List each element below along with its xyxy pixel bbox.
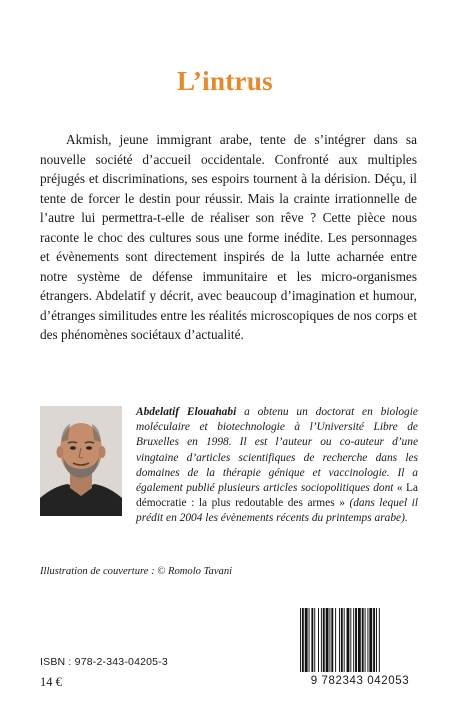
barcode-bar — [300, 608, 301, 672]
barcode-bar — [335, 608, 336, 672]
barcode-bar — [362, 608, 364, 672]
book-title: L’intrus — [177, 66, 273, 96]
barcode-bar — [302, 608, 304, 672]
barcode-bar — [326, 608, 329, 672]
barcode-number: 9 782343 042053 — [298, 675, 422, 687]
barcode-bar — [318, 608, 319, 672]
barcode-bar — [341, 608, 343, 672]
barcode-bar — [367, 608, 368, 672]
isbn: ISBN : 978-2-343-04205-3 — [40, 656, 168, 668]
illustration-artist: Romolo Tavani — [168, 566, 233, 577]
barcode-bar — [355, 608, 357, 672]
barcode-bar — [321, 608, 322, 672]
barcode-bar — [373, 608, 375, 672]
back-cover-blurb: Akmish, jeune immigrant arabe, tente de s’intégrer dans sa nouvelle société d’accueil occidentale. Confronté aux multiples préjugés et discriminations, ses espoirs tournent à la dérision. Déçu, il tente de forcer le destin pour réussir. Mais la crainte irrationnelle de l’autre lui permettra-t-elle de réaliser son rêve ? Cette pièce nous raconte le choc des cultures sous une forme inédite. Les personnages et évènements sont directement inspirés de la lutte acharnée entre notre système de défense immunitaire et les micro-organismes étrangers. Abdelatif y décrit, avec beaucoup d’imagination et humour, d’étranges similitudes entre les réalités microscopiques de nos corps et des phénomènes sociétaux d’actualité. — [40, 132, 417, 342]
barcode-bar — [365, 608, 366, 672]
barcode-bar — [331, 608, 333, 672]
barcode-bar — [350, 608, 351, 672]
barcode-bar — [353, 608, 354, 672]
cover-illustration-credit — [40, 566, 232, 577]
barcode-bar — [305, 608, 308, 672]
article-title: « La démocratie : la plus redoutable des armes » — [136, 482, 418, 510]
author-bio-part1: a obtenu un doctorat en biologie moléculaire et biotechnologie à l’Université Libre de Bruxelles en 1998. Il est l’auteur ou co-auteur d’une vingtaine d’articles scientifiques de recherche dans les domaines de la thérapie génique et vaccinologie. Il a également publié plusieurs articles sociopolitiques dont — [136, 406, 418, 495]
barcode-bar — [329, 608, 330, 672]
author-bio — [136, 405, 418, 527]
author-photo — [40, 406, 122, 516]
author-bio-part2: (dans lequel il prédit en 2004 les évènements récents du printemps arabe). — [136, 497, 418, 525]
barcode-bar — [314, 608, 315, 672]
barcode-bar — [347, 608, 350, 672]
price: 14 € — [40, 675, 62, 689]
barcode-bar — [379, 608, 380, 672]
barcode-bar — [344, 608, 345, 672]
barcode-bar — [311, 608, 313, 672]
illustration-label: Illustration de couverture : © — [40, 566, 166, 577]
author-name: Abdelatif Elouahabi — [136, 406, 237, 418]
barcode-bar — [309, 608, 310, 672]
barcode-bar — [376, 608, 377, 672]
barcode-bar — [323, 608, 325, 672]
barcode-bar — [369, 608, 372, 672]
barcode-bar — [358, 608, 361, 672]
barcode-bar — [339, 608, 340, 672]
